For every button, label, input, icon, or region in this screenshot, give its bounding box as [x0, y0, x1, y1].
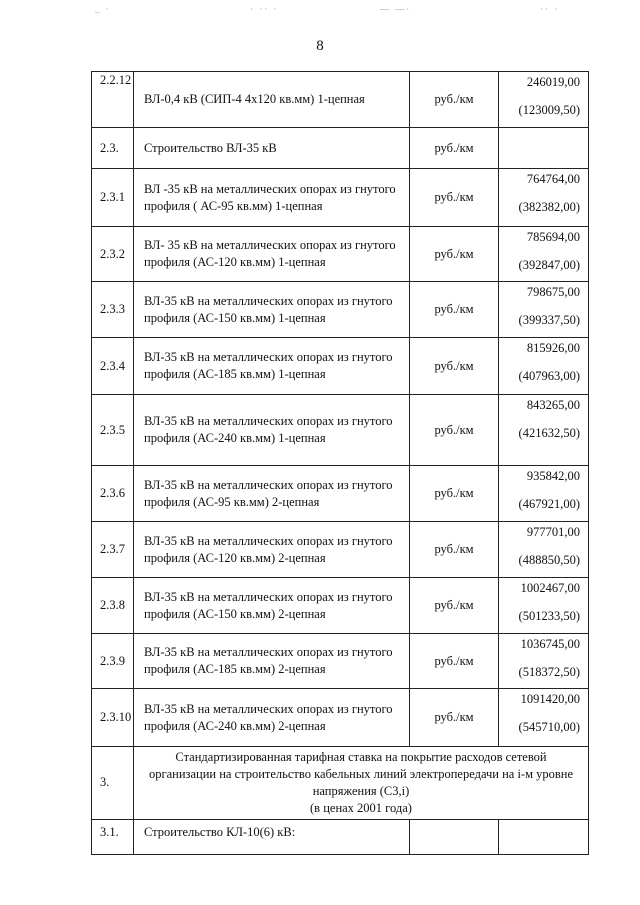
description-line: ВЛ-35 кВ на металлических опорах из гнутого: [144, 533, 393, 548]
tariff-value: 246019,00: [526, 75, 580, 89]
row-value: [499, 634, 589, 689]
row-unit: [410, 819, 499, 854]
row-description: [134, 634, 410, 689]
description-line: ВЛ-35 кВ на металлических опорах из гнутого: [144, 701, 393, 716]
row-value: [499, 689, 589, 747]
description-line: Строительство ВЛ-35 кВ: [144, 140, 277, 155]
description-line: ВЛ-35 кВ на металлических опорах из гнутого: [144, 589, 393, 604]
tariff-value-2001: (123009,50): [518, 102, 580, 117]
row-number: 2.3.6: [92, 466, 134, 522]
row-description: [134, 338, 410, 395]
row-description: [134, 395, 410, 466]
row-unit: руб./км: [410, 169, 499, 227]
row-value: [499, 169, 589, 227]
row-number: 2.3.5: [92, 395, 134, 466]
row-value: [499, 128, 589, 169]
tariff-value: 1002467,00: [520, 581, 580, 595]
row-unit: руб./км: [410, 466, 499, 522]
row-unit: руб./км: [410, 72, 499, 128]
section-title-line: организации на строительство кабельных линий электропередачи на i-м уровне: [148, 766, 574, 781]
description-line: ВЛ -35 кВ на металлических опорах из гнутого: [144, 181, 396, 196]
row-description: [134, 282, 410, 338]
tariff-value-2001: (501233,50): [518, 608, 580, 623]
description-line: профиля (АС-185 кв.мм) 2-цепная: [144, 662, 326, 676]
row-unit: руб./км: [410, 128, 499, 169]
tariff-value: 798675,00: [526, 285, 580, 299]
row-description: [134, 689, 410, 747]
description-line: ВЛ-35 кВ на металлических опорах из гнутого: [144, 477, 393, 492]
row-number: 2.3.7: [92, 522, 134, 578]
tariff-value-2001: (399337,50): [518, 312, 580, 327]
table-row: [92, 72, 589, 128]
row-value: [499, 72, 589, 128]
table-row: [92, 819, 589, 854]
page-number: 8: [316, 38, 324, 54]
tariff-value-2001: (467921,00): [518, 496, 580, 511]
row-number: 2.3.10: [92, 689, 134, 747]
row-number: 2.3.2: [92, 227, 134, 282]
table-row: [92, 578, 589, 634]
row-number: 3.1.: [92, 819, 134, 854]
table-row: [92, 689, 589, 747]
tariff-table: [91, 71, 589, 855]
tariff-value-2001: (488850,50): [518, 552, 580, 567]
row-number: 2.3.1: [92, 169, 134, 227]
row-number: 2.2.12: [92, 72, 134, 128]
row-value: [499, 819, 589, 854]
description-line: профиля (АС-185 кв.мм) 1-цепная: [144, 367, 326, 381]
row-unit: руб./км: [410, 282, 499, 338]
tariff-value: 815926,00: [526, 341, 580, 355]
tariff-value-2001: (382382,00): [518, 199, 580, 214]
description-line: ВЛ- 35 кВ на металлических опорах из гнутого: [144, 238, 396, 253]
description-line: ВЛ-0,4 кВ (СИП-4 4х120 кв.мм) 1-цепная: [144, 92, 365, 107]
scan-noise: · ·· ·: [250, 4, 279, 14]
tariff-value: 935842,00: [526, 469, 580, 483]
table-row: [92, 169, 589, 227]
section-title-line: Стандартизированная тарифная ставка на покрытие расходов сетевой: [175, 750, 547, 764]
scan-noise: — —·: [380, 4, 412, 14]
table-row: [92, 395, 589, 466]
description-line: профиля (АС-95 кв.мм) 2-цепная: [144, 494, 320, 509]
section-number: 3.: [92, 747, 134, 820]
row-number: 2.3.9: [92, 634, 134, 689]
row-description: [134, 128, 410, 169]
table-row: [92, 227, 589, 282]
tariff-value: 764764,00: [526, 172, 580, 186]
row-number: 2.3.: [92, 128, 134, 169]
description-line: профиля ( АС-95 кв.мм) 1-цепная: [144, 198, 323, 213]
section-title-line: напряжения (С3,i): [312, 783, 410, 798]
tariff-value: 785694,00: [526, 230, 580, 244]
row-value: [499, 227, 589, 282]
tariff-value: 843265,00: [526, 398, 580, 412]
description-line: профиля (АС-240 кв.мм) 1-цепная: [144, 431, 326, 445]
description-line: профиля (АС-120 кв.мм) 1-цепная: [144, 255, 326, 269]
row-unit: руб./км: [410, 689, 499, 747]
tariff-value: 1091420,00: [520, 692, 580, 706]
row-description: Строительство КЛ-10(6) кВ:: [134, 819, 410, 854]
description-line: ВЛ-35 кВ на металлических опорах из гнутого: [144, 350, 393, 365]
description-line: ВЛ-35 кВ на металлических опорах из гнутого: [144, 293, 393, 308]
row-number: 2.3.8: [92, 578, 134, 634]
row-unit: руб./км: [410, 634, 499, 689]
row-value: [499, 466, 589, 522]
table-row: [92, 466, 589, 522]
row-description: [134, 169, 410, 227]
section-title-line: (в ценах 2001 года): [310, 800, 412, 815]
row-unit: руб./км: [410, 227, 499, 282]
tariff-value: 977701,00: [526, 525, 580, 539]
row-description: [134, 227, 410, 282]
tariff-value: 1036745,00: [520, 637, 580, 651]
description-line: ВЛ-35 кВ на металлических опорах из гнутого: [144, 414, 393, 429]
table-row: [92, 338, 589, 395]
row-value: [499, 395, 589, 466]
table-row: [92, 128, 589, 169]
description-line: профиля (АС-120 кв.мм) 2-цепная: [144, 550, 326, 565]
row-number: 2.3.3: [92, 282, 134, 338]
row-value: [499, 282, 589, 338]
table-row: [92, 282, 589, 338]
row-value: [499, 338, 589, 395]
description-line: профиля (АС-240 кв.мм) 2-цепная: [144, 718, 326, 733]
tariff-value-2001: (407963,00): [518, 368, 580, 383]
tariff-value-2001: (545710,00): [518, 719, 580, 734]
row-unit: руб./км: [410, 338, 499, 395]
row-value: [499, 522, 589, 578]
row-unit: руб./км: [410, 395, 499, 466]
scan-noise: _ ·: [95, 4, 111, 14]
row-description: [134, 522, 410, 578]
row-description: [134, 72, 410, 128]
row-unit: руб./км: [410, 522, 499, 578]
section-row: [92, 747, 589, 820]
description-line: профиля (АС-150 кв.мм) 2-цепная: [144, 606, 326, 621]
row-value: [499, 578, 589, 634]
description-line: ВЛ-35 кВ на металлических опорах из гнутого: [144, 645, 393, 660]
row-description: [134, 466, 410, 522]
tariff-value-2001: (421632,50): [518, 425, 580, 440]
scan-noise: ·· ·: [540, 4, 560, 14]
table-row: [92, 522, 589, 578]
table-row: [92, 634, 589, 689]
tariff-value-2001: (392847,00): [518, 257, 580, 272]
description-line: профиля (АС-150 кв.мм) 1-цепная: [144, 310, 326, 325]
tariff-value-2001: (518372,50): [518, 664, 580, 679]
section-title: [134, 747, 589, 820]
row-description: [134, 578, 410, 634]
row-unit: руб./км: [410, 578, 499, 634]
row-number: 2.3.4: [92, 338, 134, 395]
